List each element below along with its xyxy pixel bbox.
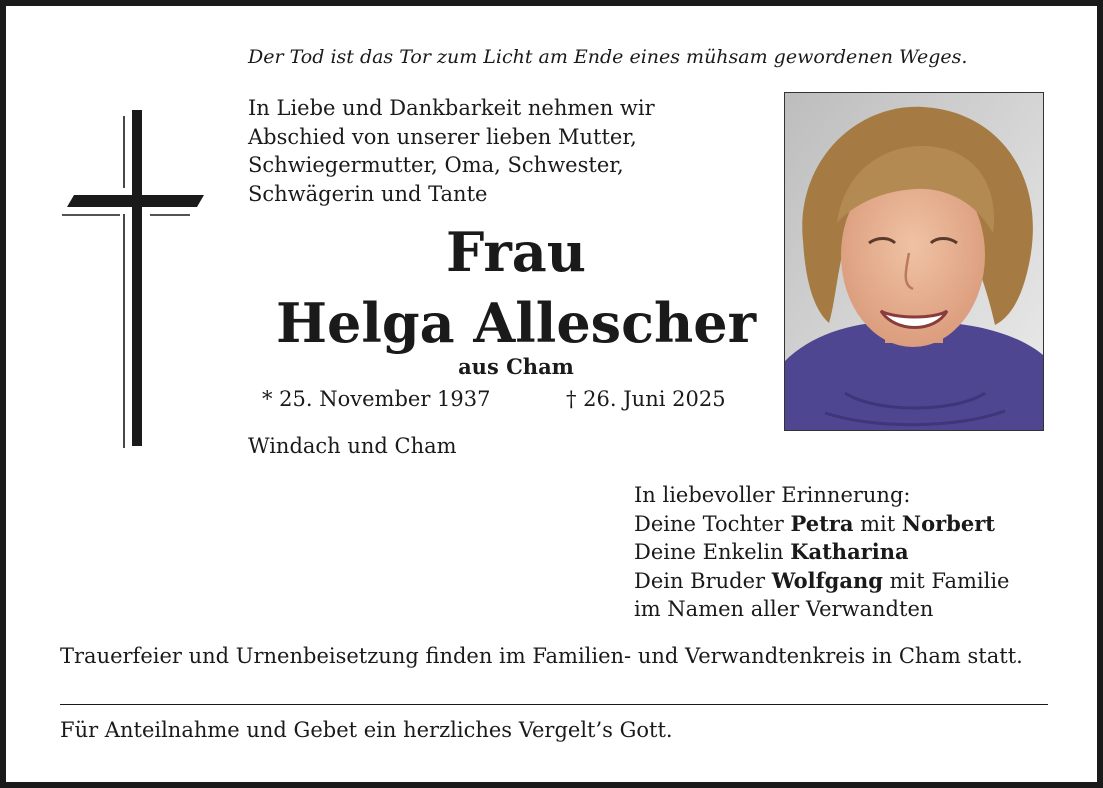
intro-line: In Liebe und Dankbarkeit nehmen wir — [248, 96, 655, 120]
origin-text: Windach und Cham — [248, 434, 457, 458]
mourner-name: Norbert — [901, 510, 995, 536]
death-date: † 26. Juni 2025 — [566, 387, 726, 411]
remembrance-block — [634, 481, 1009, 624]
mourner-line: Deine Enkelin Katharina — [634, 539, 909, 564]
mourner-name: Petra — [790, 510, 854, 536]
thanks-note: Für Anteilnahme und Gebet ein herzliches Vergelt’s Gott. — [60, 718, 673, 742]
birth-date: * 25. November 1937 — [262, 387, 491, 411]
mourner-name: Katharina — [790, 539, 909, 564]
motto: Der Tod ist das Tor zum Licht am Ende eines mühsam gewordenen Weges. — [248, 46, 968, 68]
deceased-name: Helga Allescher — [275, 291, 757, 355]
ceremony-note: Trauerfeier und Urnenbeisetzung finden im Familien- und Verwandtenkreis in Cham statt. — [60, 644, 1023, 668]
salutation: Frau — [445, 220, 587, 284]
divider — [60, 704, 1048, 705]
mourner-name: Wolfgang — [771, 567, 883, 593]
portrait-image — [785, 93, 1043, 430]
intro-line: Schwägerin und Tante — [248, 181, 488, 206]
intro-text — [248, 94, 655, 208]
mourner-line: im Namen aller Verwandten — [634, 597, 934, 621]
intro-line: Schwiegermutter, Oma, Schwester, — [248, 153, 624, 177]
cross-icon — [56, 102, 208, 450]
mourner-line: Deine Tochter Petra mit Norbert — [634, 510, 995, 536]
mourner-line: Dein Bruder Wolfgang mit Familie — [634, 567, 1010, 593]
place-of-origin: aus Cham — [458, 354, 574, 379]
remembrance-heading: In liebevoller Erinnerung: — [634, 483, 911, 507]
portrait-photo — [784, 92, 1044, 431]
intro-line: Abschied von unserer lieben Mutter, — [248, 124, 637, 149]
